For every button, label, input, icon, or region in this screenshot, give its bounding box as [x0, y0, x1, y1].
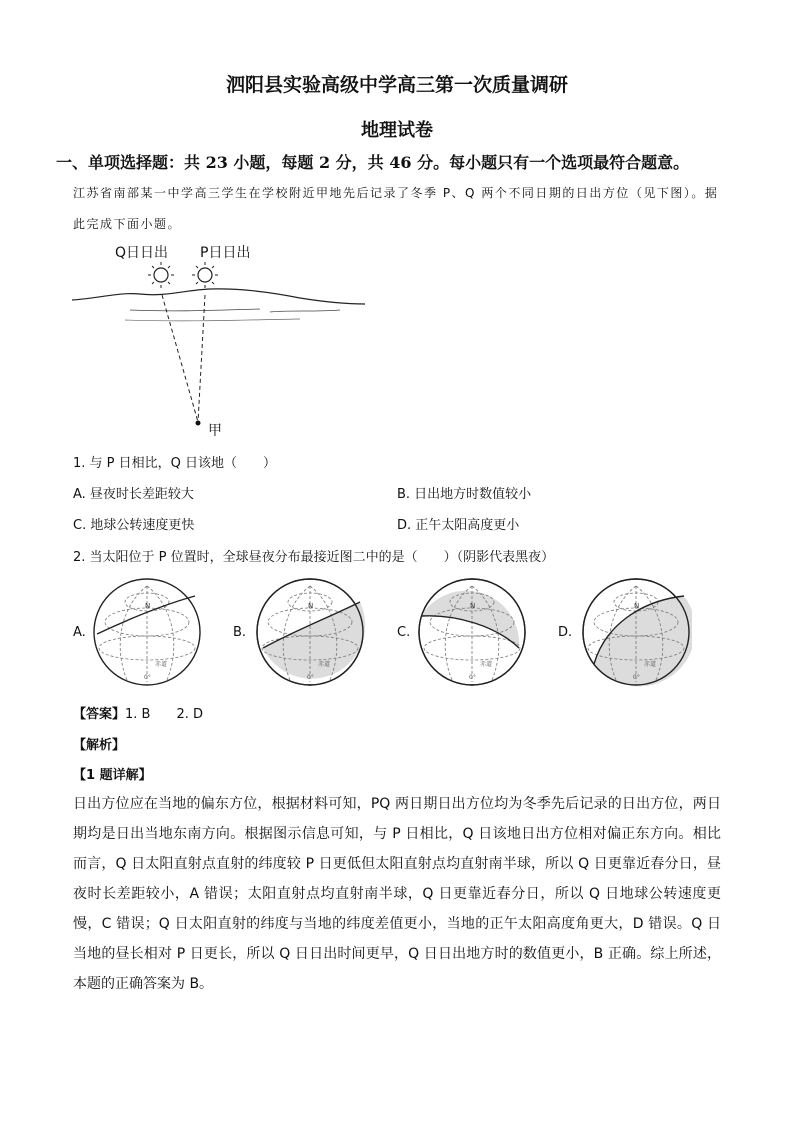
- section-heading: 一、单项选择题：共 23 小题，每题 2 分，共 46 分。每小题只有一个选项最符合题意。: [56, 153, 690, 172]
- analysis-paragraph: 日出方位应在当地的偏东方位，根据材料可知，PQ 两日期日出方位均为冬季先后记录的日出方位，两日期均是日出当地东南方向。根据图示信息可知，与 P 日相比，Q 日该地日出方位相对偏正东方向。相比而言，Q 日太阳直射点直射的纬度较 P 日更低但太阳直射点均直射南半球，所以 Q 日更靠近春分日，昼夜时长差距较小，A 错误；太阳直射点均直射南半球，Q 日更靠近春分日，所以 Q 日地球公转速度更慢，C 错误；Q 日太阳直射的纬度与当地的纬度差值更小，当地的正午太阳高度角更大，D 错误。Q 日当地的昼长相对 P 日更长，所以 Q 日日出时间更早，Q 日日出地方时的数值更小，B 正确。综上所述，本题的正确答案为 B。: [73, 796, 721, 992]
- q1-option-a[interactable]: A. 昼夜时长差距较大: [73, 487, 194, 502]
- globe-option-c[interactable]: [416, 576, 528, 688]
- svg-text:赤道: 赤道: [644, 661, 657, 668]
- answer-line: [73, 703, 203, 722]
- answer-label: 【答案】: [73, 707, 126, 722]
- q1-stem: 1. 与 P 日相比，Q 日该地（ ）: [73, 456, 277, 471]
- north-label: N: [470, 602, 476, 610]
- p-sunrise-label: P日日出: [200, 245, 251, 261]
- q2-option-c-label[interactable]: C.: [397, 625, 411, 640]
- analysis-label: 【解析】: [73, 738, 126, 753]
- p-sight-line: [198, 295, 205, 422]
- q2-option-b-label[interactable]: B.: [233, 625, 247, 640]
- q-sun-icon: [148, 262, 174, 288]
- q-sight-line: [162, 295, 198, 422]
- north-label: N: [145, 602, 151, 610]
- q2-option-a-label[interactable]: A.: [73, 625, 86, 640]
- q2-stem: 2. 当太阳位于 P 位置时，全球昼夜分布最接近图二中的是（ ）（阴影代表黑夜）: [73, 550, 555, 565]
- globe-option-b[interactable]: [254, 576, 366, 688]
- svg-text:赤道: 赤道: [318, 661, 331, 668]
- north-label: N: [634, 602, 640, 610]
- globe-option-a[interactable]: [91, 576, 203, 688]
- q-sunrise-label: Q日日出: [115, 245, 169, 261]
- answer-text: 1. B 2. D: [125, 707, 204, 722]
- svg-text:0°: 0°: [469, 674, 476, 681]
- svg-text:0°: 0°: [307, 674, 314, 681]
- horizon-line: [72, 289, 365, 304]
- intro-paragraph: 江苏省南部某一中学高三学生在学校附近甲地先后记录了冬季 P、Q 两个不同日期的日出方位（见下图）。据此完成下面小题。: [73, 186, 719, 231]
- point-jia-label: 甲: [208, 423, 222, 439]
- document-title: 泗阳县实验高级中学高三第一次质量调研: [225, 74, 568, 96]
- q1-option-d[interactable]: D. 正午太阳高度更小: [397, 518, 520, 533]
- sunrise-sketch: [70, 240, 370, 440]
- p-sun-icon: [192, 262, 218, 288]
- q2-option-d-label[interactable]: D.: [558, 625, 573, 640]
- q1-option-c[interactable]: C. 地球公转速度更快: [73, 518, 195, 533]
- q1-option-b[interactable]: B. 日出地方时数值较小: [397, 487, 532, 502]
- north-label: N: [308, 602, 314, 610]
- q1-detail-label: 【1 题详解】: [73, 768, 152, 783]
- svg-text:0°: 0°: [633, 674, 640, 681]
- svg-text:赤道: 赤道: [155, 661, 168, 668]
- point-jia: [196, 421, 201, 426]
- svg-text:0°: 0°: [144, 674, 151, 681]
- globe-option-d[interactable]: [580, 576, 692, 688]
- sunrise-figure: [70, 240, 370, 440]
- svg-text:赤道: 赤道: [480, 661, 493, 668]
- document-subtitle: 地理试卷: [361, 120, 433, 141]
